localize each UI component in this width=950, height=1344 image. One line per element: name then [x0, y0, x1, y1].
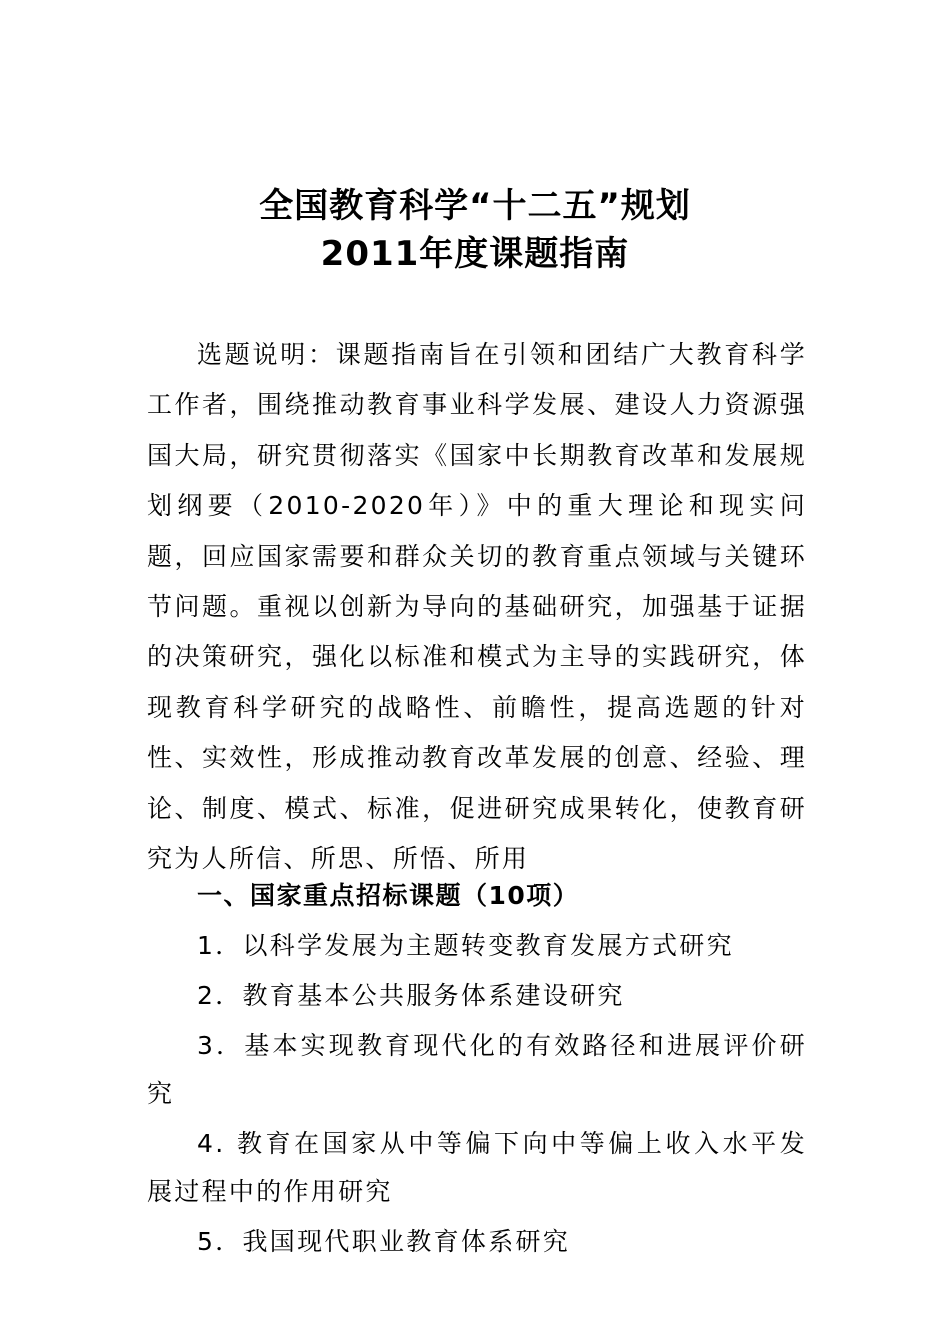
topic-list — [147, 922, 807, 1268]
list-item: 2．教育基本公共服务体系建设研究 — [197, 981, 625, 1010]
intro-paragraph: 选题说明：课题指南旨在引领和团结广大教育科学工作者，围绕推动教育事业科学发展、建设人力资源强国大局，研究贯彻落实《国家中长期教育改革和发展规划纲要（2010-2020年）》中的重大理论和现实问题，回应国家需要和群众关切的教育重点领域与关键环节问题。重视以创新为导向的基础研究，加强基于证据的决策研究，强化以标准和模式为主导的实践研究，体现教育科学研究的战略性、前瞻性，提高选题的针对性、实效性，形成推动教育改革发展的创意、经验、理论、制度、模式、标准，促进研究成果转化，使教育研究为人所信、所思、所悟、所用 — [147, 340, 807, 874]
list-item: 5．我国现代职业教育体系研究 — [197, 1227, 571, 1256]
document-title-line1: 全国教育科学“十二五”规划 — [259, 186, 691, 226]
document-title-line2: 2011年度课题指南 — [320, 234, 630, 274]
list-item: 4. 教育在国家从中等偏下向中等偏上收入水平发展过程中的作用研究 — [147, 1129, 807, 1206]
list-item: 1．以科学发展为主题转变教育发展方式研究 — [197, 931, 734, 960]
list-item: 3．基本实现教育现代化的有效路径和进展评价研究 — [147, 1031, 807, 1108]
section-heading: 一、国家重点招标课题（10项） — [197, 881, 580, 910]
